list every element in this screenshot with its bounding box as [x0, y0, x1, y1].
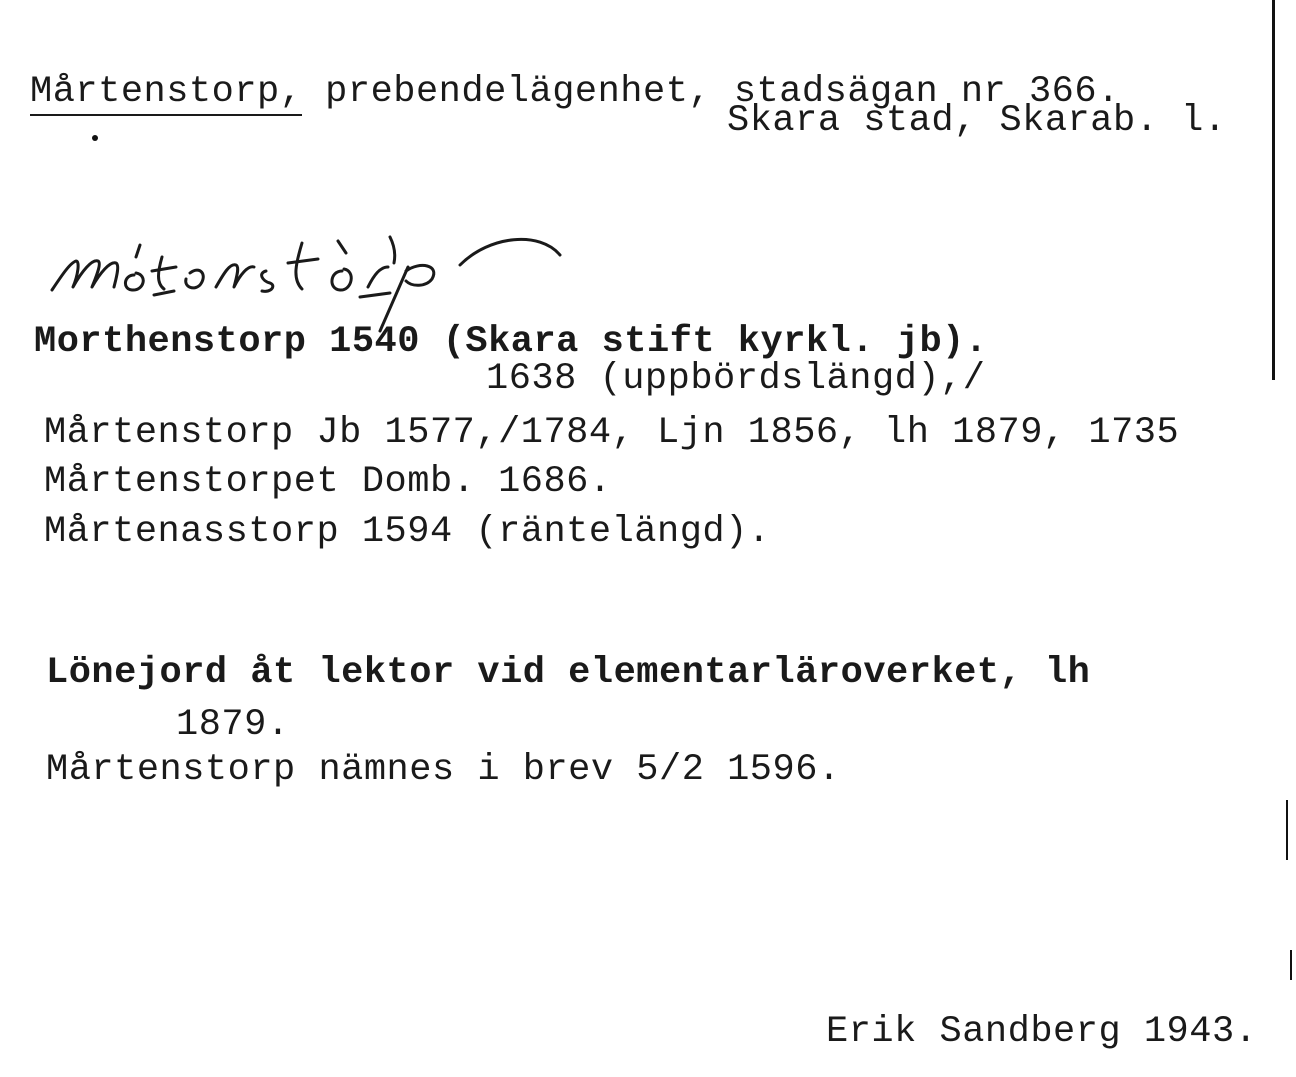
card-edge-line — [1272, 0, 1275, 380]
place-description: prebendelägenhet, stadsägan nr 366. — [302, 71, 1120, 113]
place-name: Mårtenstorp, — [30, 71, 302, 116]
signature: Erik Sandberg 1943. — [826, 1011, 1258, 1053]
ink-dot — [92, 135, 98, 141]
card-edge-mark — [1286, 800, 1288, 860]
attestation-line-3: Mårtenstorp Jb 1577,/1784, Ljn 1856, lh 1879, 1735 — [44, 412, 1180, 454]
handwritten-pronunciation — [40, 195, 620, 335]
note-line-1: Lönejord åt lektor vid elementarläroverket, lh — [46, 652, 1091, 694]
attestation-line-1: Morthenstorp 1540 (Skara stift kyrkl. jb). — [34, 321, 988, 363]
attestation-line-5: Mårtenasstorp 1594 (räntelängd). — [44, 511, 771, 553]
note-line-2: 1879. — [176, 704, 290, 746]
note-line-3: Mårtenstorp nämnes i brev 5/2 1596. — [46, 749, 841, 791]
attestation-line-4: Mårtenstorpet Domb. 1686. — [44, 461, 612, 503]
location-line: Skara stad, Skarab. l. — [727, 100, 1227, 142]
card-edge-mark — [1290, 950, 1292, 980]
attestation-line-2: 1638 (uppbördslängd),/ — [486, 358, 986, 400]
